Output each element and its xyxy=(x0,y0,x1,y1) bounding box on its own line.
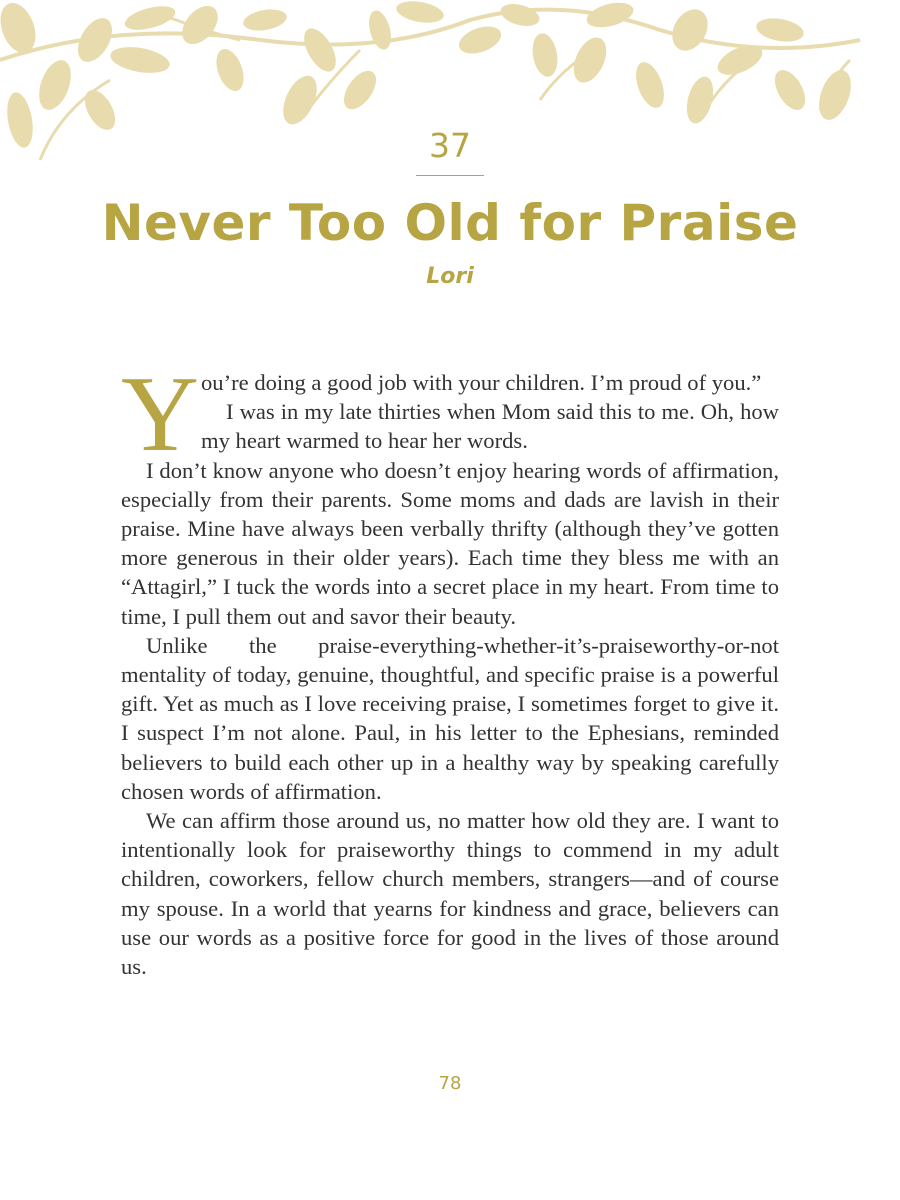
paragraph-3: Unlike the praise-everything-whether-it’s-praiseworthy-or-not mentality of today, genuine, thoughtful, and specific praise is a powerful gift. Yet as much as I love receiving praise, I sometimes forget to give it. I suspect I’m not alone. Paul, in his letter to the Ephesians, reminded believers to build each other up in a healthy way by speaking carefully chosen words of affirmation. xyxy=(121,632,779,804)
chapter-number: 37 xyxy=(429,126,471,165)
paragraph-2: I don’t know anyone who doesn’t enjoy hearing words of affirmation, especially from their parents. Some moms and dads are lavish in their praise. Mine have always been verbally thrifty (although they’ve gotten more generous in their older years). Each time they bless me with an “Attagirl,” I tuck the words into a secret place in my heart. From time to time, I pull them out and savor their beauty. xyxy=(121,457,779,629)
chapter-title: Never Too Old for Praise xyxy=(101,194,799,252)
paragraph-1-rest: I was in my late thirties when Mom said this to me. Oh, how my heart warmed to hear her words. xyxy=(201,399,779,454)
paragraph-1 xyxy=(121,355,779,474)
paragraph-4: We can affirm those around us, no matter how old they are. I want to intentionally look for praiseworthy things to commend in my adult children, coworkers, fellow church members, strangers—and of course my spouse. In a world that yearns for kindness and grace, believers can use our words as a positive force for good in the lives of those around us. xyxy=(121,808,779,980)
drop-cap: Y xyxy=(121,355,199,474)
chapter-rule xyxy=(416,175,484,176)
chapter-author: Lori xyxy=(426,264,474,289)
page-number: 78 xyxy=(438,1073,462,1094)
body-text xyxy=(121,355,779,981)
paragraph-1-first-line: ou’re doing a good job with your children. I’m proud of you.” xyxy=(201,370,762,395)
